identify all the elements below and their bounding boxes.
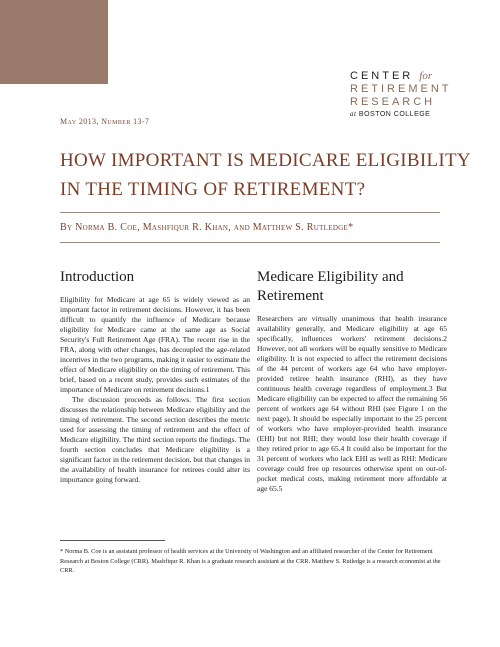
intro-paragraph-2: The discussion proceeds as follows. The first section discusses the relationship between Medicare eligibility and the timing of retirement. The second section describes the metric used for assessing the timing of retirement and the effect of Medicare eligibility. The third section reports the findings. The fourth section concludes that Medicare eligibility is a significant factor in the retirement decision, but that changes in the availability of health insurance for retirees could alter its importance going forward.	[60, 395, 250, 484]
logo-word-research: RESEARCH	[350, 96, 436, 108]
logo-word-retirement: RETIREMENT	[350, 83, 452, 95]
right-column	[257, 268, 447, 494]
page-title: HOW IMPORTANT IS MEDICARE ELIGIBILITY IN THE TIMING OF RETIREMENT?	[60, 150, 471, 200]
title-divider	[60, 212, 440, 213]
logo-line-college	[350, 109, 460, 120]
crr-logo	[350, 70, 460, 120]
section-heading-introduction: Introduction	[60, 269, 135, 285]
intro-paragraph-1: Eligibility for Medicare at age 65 is widely viewed as an important factor in retirement decisions. However, it has been difficult to quantify the influence of Medicare because eligibility for Medicare came at the same age as Social Security's Full Retirement Age (FRA). The recent rise in the FRA, along with other changes, has decoupled the age-related incentives in the two programs, making it easier to estimate the effect of Medicare eligibility on the timing of retirement. This brief, based on a recent study, provides such estimates of the importance of Medicare on retirement decisions.1	[60, 295, 250, 394]
byline-divider	[60, 242, 440, 243]
logo-word-at: at	[350, 110, 357, 118]
medicare-paragraph-1: Researchers are virtually unanimous that health insurance availability generally, and Medicare eligibility at age 65 specifically, influences workers' retirement decisions.2 However, not all workers will be equally sensitive to Medicare eligibility. It is not expected to affect the retirement decisions of the 44 percent of workers age 64 who have employer-provided retiree health insurance (RHI), as they have continuous health coverage regardless of employment.3 But Medicare eligibility can be expected to affect the remaining 56 percent of workers age 64 without RHI (see Figure 1 on the next page). It should be especially important to the 25 percent of workers who have employer-provided health insurance (EHI) but not RHI; they would lose their health coverage if they retired prior to age 65.4 It could also be important for the 31 percent of workers who lack EHI as well as RHI: Medicare coverage could free up resources otherwise spent on out-of-pocket medical costs, making retirement more affordable at age 65.5	[257, 314, 447, 493]
logo-word-for: for	[419, 70, 433, 82]
logo-word-college: BOSTON COLLEGE	[358, 111, 431, 118]
logo-word-center: CENTER	[350, 70, 414, 82]
issue-date: May 2013, Number 13-7	[60, 117, 150, 126]
author-byline: By Norma B. Coe, Mashfiqur R. Khan, and Matthew S. Rutledge*	[60, 222, 354, 233]
corner-accent-block	[0, 0, 108, 84]
logo-line-center	[350, 70, 460, 83]
author-footnote: * Norma B. Coe is an assistant professor of health services at the University of Washington and an affiliated researcher of the Center for Retirement Research at Boston College (CRR). Mashfiqur R. Khan is a graduate research assistant at the CRR. Matthew S. Rutledge is a research economist at the CRR.	[60, 548, 441, 574]
footnote-divider	[60, 540, 165, 541]
section-heading-medicare-eligibility: Medicare Eligibility and Retirement	[257, 269, 404, 304]
left-column	[60, 268, 250, 485]
